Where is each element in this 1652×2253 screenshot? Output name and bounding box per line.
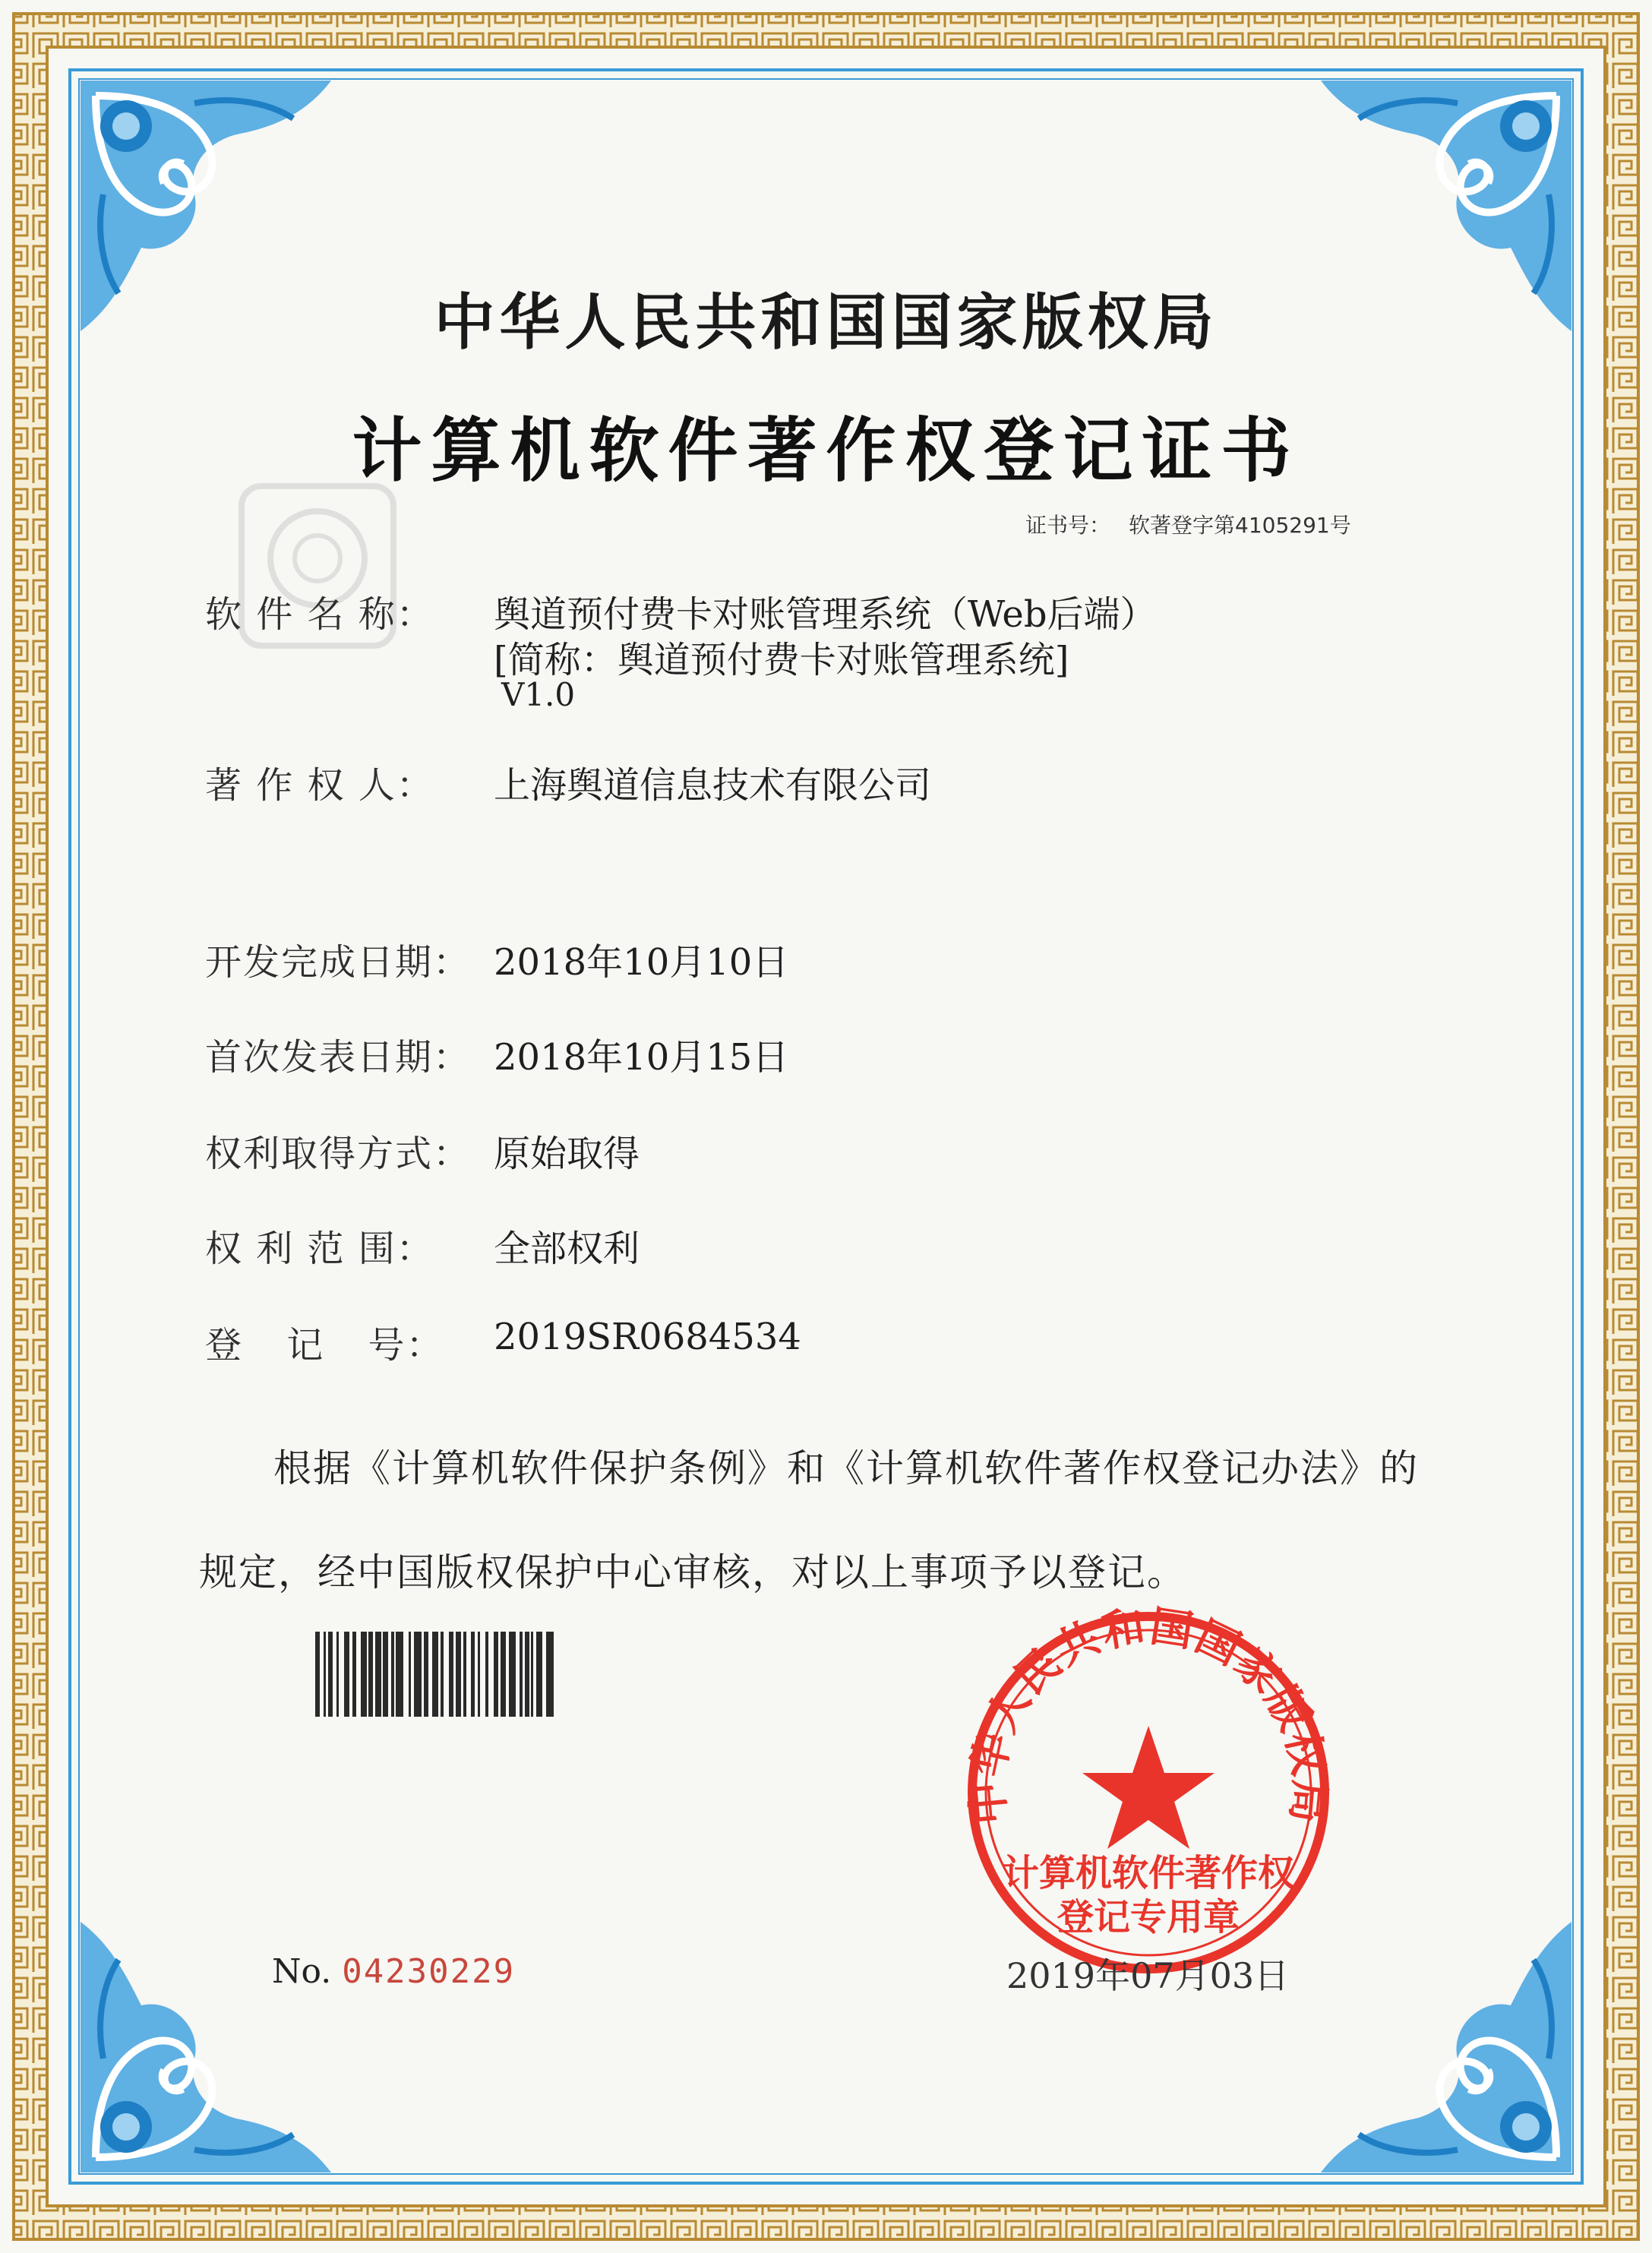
barcode [315,1632,554,1717]
star-icon [1082,1726,1215,1849]
barcode-bar [424,1632,428,1717]
barcode-bar [396,1632,403,1717]
first-publish-date-value: 2018年10月15日 [494,1036,789,1079]
barcode-bar [520,1632,523,1717]
copyright-owner-label: 著 作 权 人： [205,764,434,807]
certificate-number-value: 软著登字第4105291号 [1129,513,1351,538]
software-name-line2: [简称：舆道预付费卡对账管理系统] [494,639,1069,681]
barcode-bar [361,1632,367,1717]
seal-arc-text: 中华人民共和国国家版权局 [962,1601,1335,1827]
registration-number-value: 2019SR0684534 [494,1316,801,1358]
registration-number-label: 登 记 号： [205,1324,444,1367]
copyright-owner-value: 上海舆道信息技术有限公司 [494,764,932,807]
barcode-bar [531,1632,533,1717]
barcode-bar [383,1632,388,1717]
barcode-bar [456,1632,461,1717]
barcode-bar [536,1632,542,1717]
seal-line2: 登记专用章 [1057,1896,1240,1939]
barcode-bar [478,1632,480,1717]
software-name-line1: 舆道预付费卡对账管理系统（Web后端） [494,593,1157,636]
barcode-bar [324,1632,326,1717]
completion-date-label: 开发完成日期： [205,941,472,984]
barcode-bar [391,1632,394,1717]
rights-scope-label: 权 利 范 围： [205,1228,434,1270]
issue-date: 2019年07月03日 [1006,1955,1290,1996]
barcode-bar [344,1632,349,1717]
seal-line1: 计算机软件著作权 [1002,1852,1295,1894]
certificate-number-label: 证书号： [1025,513,1111,538]
certificate-number [1025,509,1351,539]
barcode-bar [509,1632,516,1717]
serial-value: 04230229 [342,1952,516,1991]
barcode-bar [546,1632,554,1717]
barcode-bar [315,1632,320,1717]
barcode-bar [409,1632,411,1717]
software-version: V1.0 [501,676,576,713]
authority-title: 中华人民共和国国家版权局 [434,287,1218,358]
completion-date-value: 2018年10月10日 [494,941,789,984]
serial-number [272,1952,515,1991]
acquisition-method-value: 原始取得 [494,1133,640,1175]
certificate-title: 计算机软件著作权登记证书 [352,410,1300,491]
barcode-bar [414,1632,422,1717]
barcode-bar [494,1632,498,1717]
statement-line2: 规定，经中国版权保护中心审核，对以上事项予以登记。 [199,1550,1186,1594]
official-seal [962,1602,1334,1969]
barcode-bar [336,1632,339,1717]
barcode-bar [432,1632,438,1717]
barcode-bar [449,1632,453,1717]
barcode-bar [328,1632,333,1717]
barcode-bar [352,1632,356,1717]
serial-prefix: No. [272,1952,332,1991]
statement-line1: 根据《计算机软件保护条例》和《计算机软件著作权登记办法》的 [273,1446,1419,1490]
first-publish-date-label: 首次发表日期： [205,1036,472,1079]
barcode-bar [441,1632,444,1717]
barcode-bar [501,1632,506,1717]
rights-scope-value: 全部权利 [494,1228,640,1270]
corner-ornament-bottom-right [1321,1922,1571,2172]
barcode-bar [471,1632,475,1717]
barcode-bar [525,1632,529,1717]
acquisition-method-label: 权利取得方式： [205,1133,472,1175]
software-name-label: 软 件 名 称： [205,593,434,636]
barcode-bar [485,1632,488,1717]
barcode-bar [375,1632,381,1717]
barcode-bar [368,1632,373,1717]
barcode-bar [463,1632,466,1717]
